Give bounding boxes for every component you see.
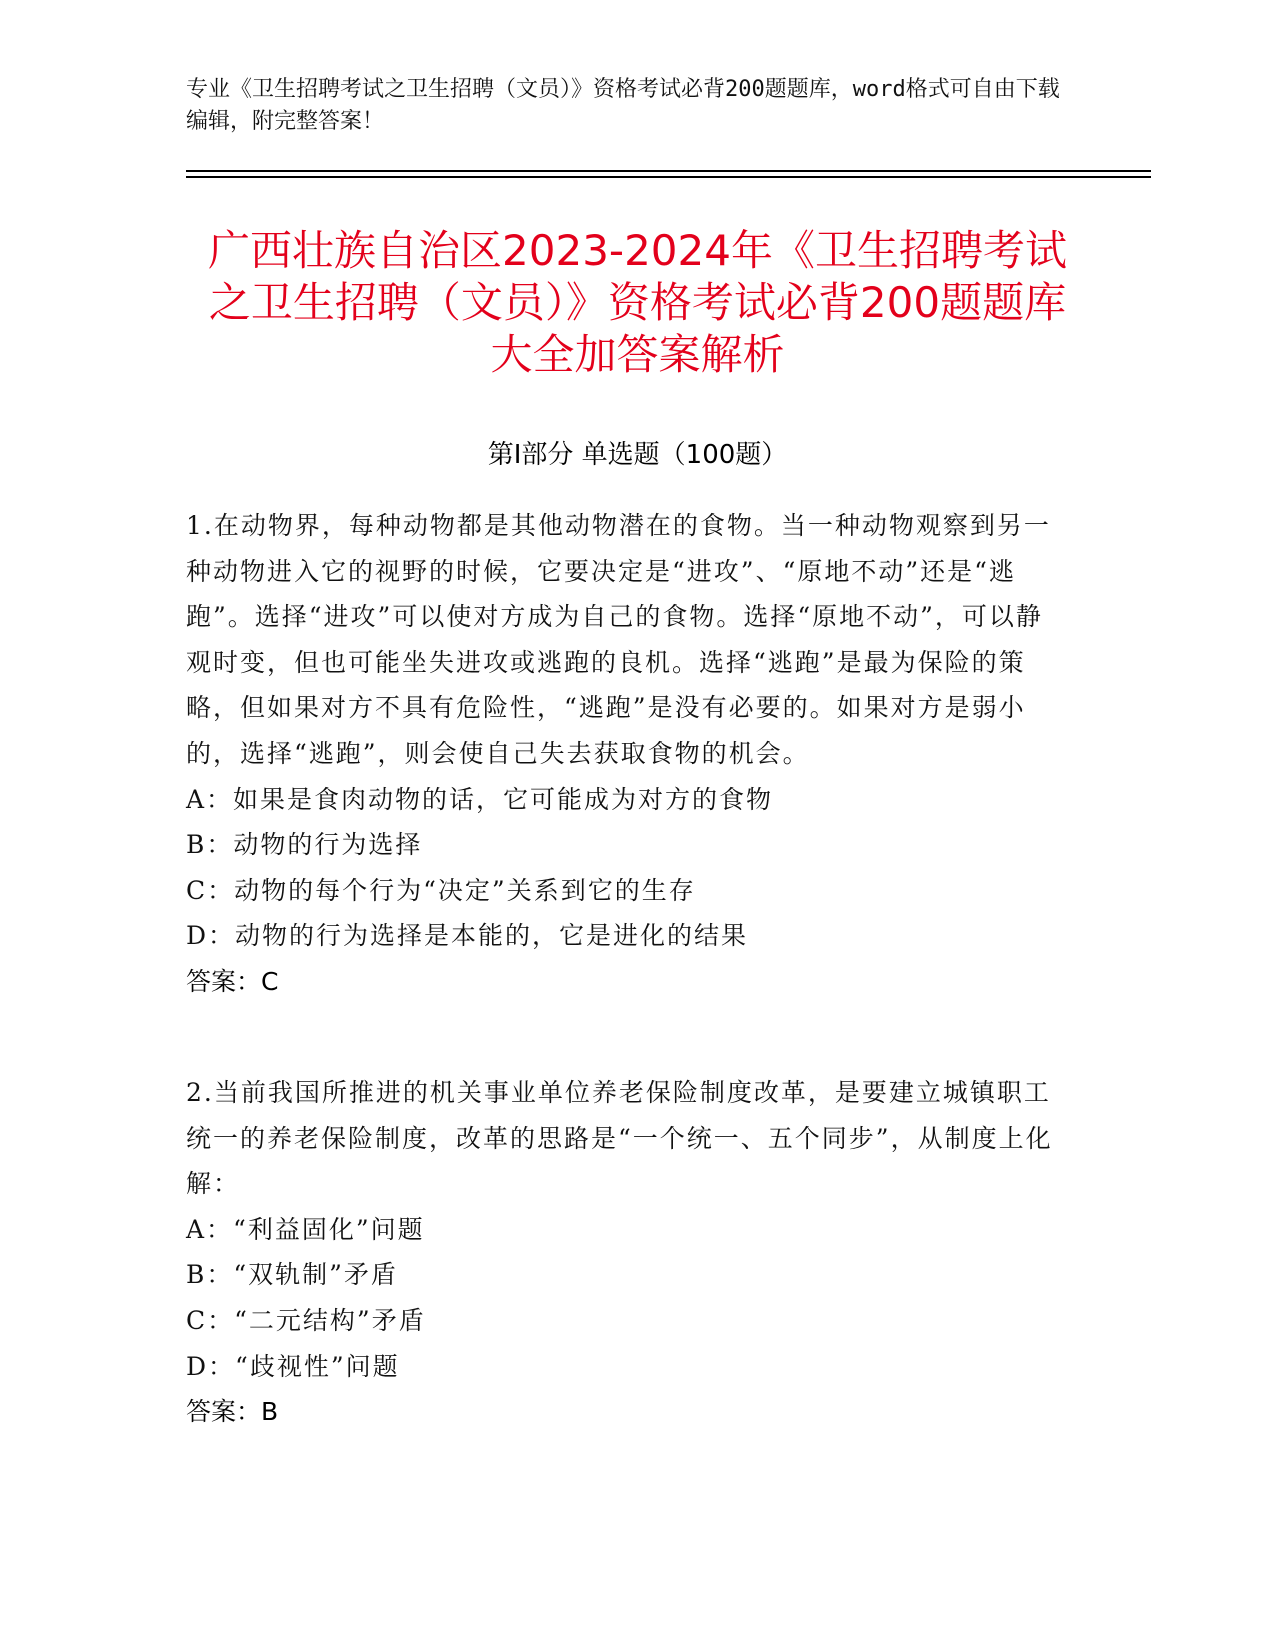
document-title: 广西壮族自治区2023-2024年《卫生招聘考试之卫生招聘（文员）》资格考试必背200题题库大全加答案解析 [208, 226, 1067, 379]
header-divider-bottom [186, 176, 1151, 178]
option-c: C：动物的每个行为“决定”关系到它的生存 [186, 875, 696, 905]
question-block [186, 1070, 1066, 1435]
header-divider-top [186, 170, 1151, 172]
option-c: C：“二元结构”矛盾 [186, 1305, 426, 1335]
option-b: B：动物的行为选择 [186, 830, 423, 860]
section-heading: 第Ⅰ部分 单选题（100题） [487, 440, 788, 470]
option-d: D：动物的行为选择是本能的，它是进化的结果 [186, 921, 749, 951]
option-a: A：“利益固化”问题 [186, 1214, 425, 1244]
answer-line: 答案：B [186, 1397, 279, 1427]
header-note: 专业《卫生招聘考试之卫生招聘（文员）》资格考试必背200题题库，word格式可自由下载编辑，附完整答案！ [186, 77, 1060, 134]
question-stem: 2.当前我国所推进的机关事业单位养老保险制度改革，是要建立城镇职工统一的养老保险制度，改革的思路是“一个统一、五个同步”，从制度上化解： [186, 1078, 1053, 1199]
question-block [186, 503, 1066, 1005]
question-stem: 1.在动物界，每种动物都是其他动物潜在的食物。当一种动物观察到另一种动物进入它的视野的时候，它要决定是“进攻”、“原地不动”还是“逃跑”。选择“进攻”可以使对方成为自己的食物。选择“原地不动”，可以静观时变，但也可能坐失进攻或逃跑的良机。选择“逃跑”是最为保险的策略，但如果对方不具有危险性，“逃跑”是没有必要的。如果对方是弱小的，选择“逃跑”，则会使自己失去获取食物的机会。 [186, 511, 1051, 768]
option-b: B：“双轨制”矛盾 [186, 1260, 398, 1290]
answer-line: 答案：C [186, 966, 279, 996]
option-d: D：“歧视性”问题 [186, 1351, 400, 1381]
option-a: A：如果是食肉动物的话，它可能成为对方的食物 [186, 784, 774, 814]
